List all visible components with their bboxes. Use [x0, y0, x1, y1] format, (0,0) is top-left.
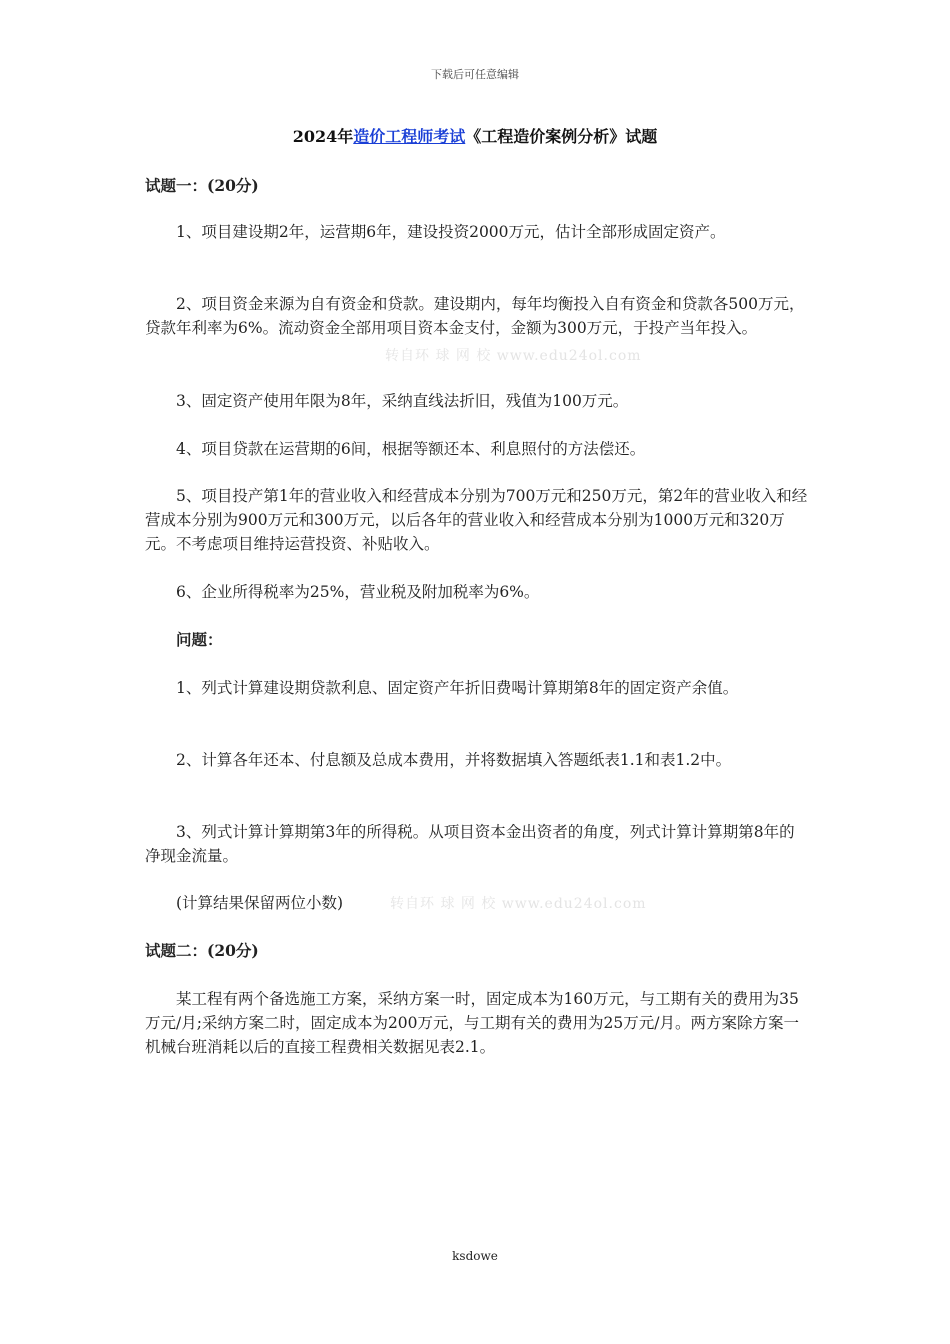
paragraph-5: 5、项目投产第1年的营业收入和经营成本分别为700万元和250万元，第2年的营业收入和经营成本分别为900万元和300万元，以后各年的营业收入和经营成本分别为1000万元和320万元。不考虑项目维持运营投资、补贴收入。: [145, 487, 808, 553]
title-suffix: 《工程造价案例分析》试题: [465, 127, 658, 146]
watermark: 转自环 球 网 校 www.edu24ol.com: [390, 896, 647, 912]
paragraph-1: 1、项目建设期2年，运营期6年，建设投资2000万元，估计全部形成固定资产。: [176, 223, 726, 241]
watermark: 转自环 球 网 校 www.edu24ol.com: [385, 348, 642, 364]
calc-note: (计算结果保留两位小数): [176, 894, 344, 912]
questions-label: 问题：: [176, 630, 223, 649]
paragraph-6: 6、企业所得税率为25%，营业税及附加税率为6%。: [176, 583, 540, 601]
paragraph-4: 4、项目贷款在运营期的6间，根据等额还本、利息照付的方法偿还。: [176, 440, 646, 458]
question-2: 2、计算各年还本、付息额及总成本费用，并将数据填入答题纸表1.1和表1.2中。: [176, 751, 732, 769]
section-heading-1: 试题一：(20分): [145, 176, 259, 195]
question-3: 3、列式计算计算期第3年的所得税。从项目资本金出资者的角度，列式计算计算期第8年的净现金流量。: [145, 823, 795, 865]
page-footer: ksdowe: [452, 1249, 498, 1263]
exam-link[interactable]: 造价工程师考试: [353, 127, 466, 146]
page-header: 下载后可任意编辑: [431, 68, 519, 81]
document-title: [0, 124, 950, 147]
paragraph-s2: 某工程有两个备选施工方案，采纳方案一时，固定成本为160万元，与工期有关的费用为35万元/月;采纳方案二时，固定成本为200万元，与工期有关的费用为25万元/月。两方案除方案一机械台班消耗以后的直接工程费相关数据见表2.1。: [145, 990, 799, 1056]
question-1: 1、列式计算建设期贷款利息、固定资产年折旧费喝计算期第8年的固定资产余值。: [176, 679, 739, 697]
paragraph-2: 2、项目资金来源为自有资金和贷款。建设期内，每年均衡投入自有资金和贷款各500万元，贷款年利率为6%。流动资金全部用项目资本金支付，金额为300万元，于投产当年投入。: [145, 295, 805, 337]
paragraph-3: 3、固定资产使用年限为8年，采纳直线法折旧，残值为100万元。: [176, 392, 629, 410]
section-heading-2: 试题二：(20分): [145, 941, 259, 960]
title-prefix: 2024年: [292, 127, 354, 146]
